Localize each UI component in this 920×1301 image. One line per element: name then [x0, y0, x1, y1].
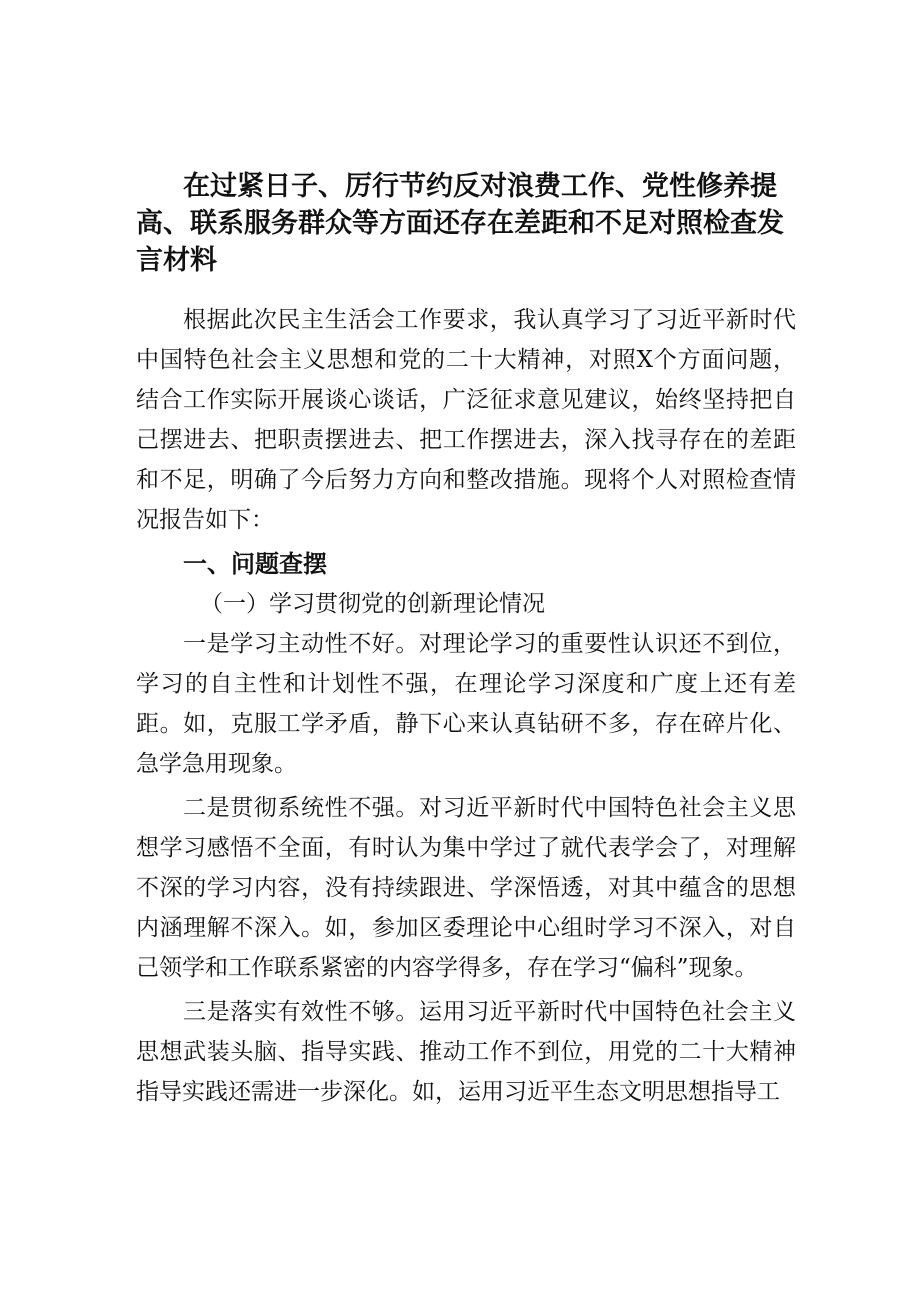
document-body [136, 300, 796, 1112]
body-paragraph-1: 一是学习主动性不好。对理论学习的重要性认识还不到位，学习的自主性和计划性不强，在理论学习深度和广度上还有差距。如，克服工学矛盾，静下心来认真钻研不多，存在碎片化、急学急用现象。 [136, 631, 796, 777]
section-heading: 一、问题查摆 [183, 550, 327, 578]
body-paragraph-3: 三是落实有效性不够。运用习近平新时代中国特色社会主义思想武装头脑、指导实践、推动工作不到位，用党的二十大精神指导实践还需进一步深化。如，运用习近平生态文明思想指导工 [136, 999, 796, 1105]
body-paragraph-2: 二是贯彻系统性不强。对习近平新时代中国特色社会主义思想学习感悟不全面，有时认为集中学过了就代表学会了，对理解不深的学习内容，没有持续跟进、学深悟透，对其中蕴含的思想内涵理解不深入。如，参加区委理论中心组时学习不深入，对自己领学和工作联系紧密的内容学得多，存在学习“偏科”现象。 [136, 795, 796, 981]
subsection-heading: （一）学习贯彻党的创新理论情况 [200, 591, 545, 617]
intro-paragraph: 根据此次民主生活会工作要求，我认真学习了习近平新时代中国特色社会主义思想和党的二十大精神，对照X个方面问题，结合工作实际开展谈心谈话，广泛征求意见建议，始终坚持把自己摆进去、把职责摆进去、把工作摆进去，深入找寻存在的差距和不足，明确了今后努力方向和整改措施。现将个人对照检查情况报告如下： [136, 307, 796, 533]
document-title: 在过紧日子、厉行节约反对浪费工作、党性修养提高、联系服务群众等方面还存在差距和不足对照检查发言材料 [136, 171, 784, 276]
